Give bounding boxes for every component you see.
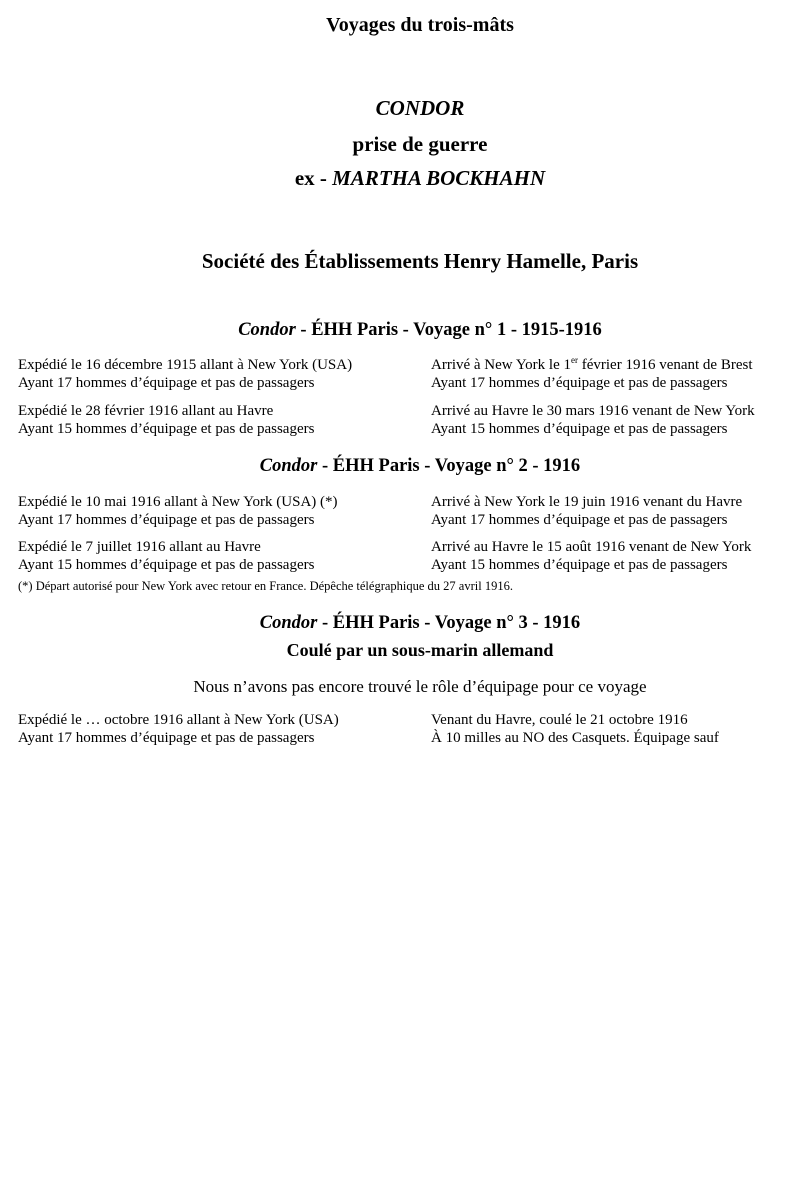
voyage-1-title xyxy=(0,320,800,341)
leg-line: Venant du Havre, coulé le 21 octobre 1916 xyxy=(431,712,688,728)
voyage-1-leg-1-arrival xyxy=(431,356,753,392)
voyage-3-ship: Condor xyxy=(259,613,318,633)
voyage-2-leg-2-arrival xyxy=(431,538,751,574)
voyage-3-departure xyxy=(18,711,339,747)
former-name xyxy=(0,166,800,191)
voyage-2-footnote: (*) Départ autorisé pour New York avec retour en France. Dépêche télégraphique du 27 avril 1916. xyxy=(18,579,513,593)
voyage-2-title-text: - ÉHH Paris - Voyage n° 2 - 1916 xyxy=(317,456,581,476)
voyage-2-leg-2-departure xyxy=(18,538,314,574)
leg-line: Ayant 17 hommes d’équipage et pas de passagers xyxy=(431,512,728,528)
leg-line: Ayant 17 hommes d’équipage et pas de passagers xyxy=(18,512,315,528)
ship-name: CONDOR xyxy=(375,96,465,120)
leg-line: Expédié le 16 décembre 1915 allant à New York (USA) xyxy=(18,357,353,373)
leg-line: Ayant 17 hommes d’équipage et pas de passagers xyxy=(18,375,315,391)
voyage-3-title xyxy=(0,613,800,634)
voyage-1-ship: Condor xyxy=(238,320,296,340)
voyage-2-leg-1-arrival xyxy=(431,493,742,529)
leg-line: Ayant 17 hommes d’équipage et pas de passagers xyxy=(18,730,315,746)
leg-line: Expédié le 7 juillet 1916 allant au Havre xyxy=(18,539,261,555)
voyage-2-leg-1-departure xyxy=(18,493,338,529)
voyage-1-title-text: - ÉHH Paris - Voyage n° 1 - 1915-1916 xyxy=(295,320,602,340)
prise-label: prise de guerre xyxy=(352,132,488,156)
leg-line: Expédié le … octobre 1916 allant à New York (USA) xyxy=(18,712,339,728)
leg-line: Ayant 15 hommes d’équipage et pas de passagers xyxy=(18,421,315,437)
document-title: Voyages du trois-mâts xyxy=(326,14,514,36)
leg-line: Expédié le 10 mai 1916 allant à New York (USA) (*) xyxy=(18,494,338,510)
voyage-3-subtitle: Coulé par un sous-marin allemand xyxy=(286,640,554,660)
ordinal-suffix: er xyxy=(570,355,578,365)
leg-line: Ayant 15 hommes d’équipage et pas de passagers xyxy=(18,557,315,573)
voyage-3-title-text: - ÉHH Paris - Voyage n° 3 - 1916 xyxy=(317,613,581,633)
voyage-2-ship: Condor xyxy=(259,456,318,476)
leg-line: Arrivé à New York le 19 juin 1916 venant du Havre xyxy=(431,494,743,510)
voyage-3-notice: Nous n’avons pas encore trouvé le rôle d’équipage pour ce voyage xyxy=(193,677,647,696)
voyage-2-title xyxy=(0,456,800,477)
leg-line: Ayant 17 hommes d’équipage et pas de passagers xyxy=(431,375,728,391)
leg-line: Ayant 15 hommes d’équipage et pas de passagers xyxy=(431,421,728,437)
former-name-value: MARTHA BOCKHAHN xyxy=(332,166,546,190)
voyage-3-sinking xyxy=(431,711,719,747)
voyage-1-leg-2-departure xyxy=(18,402,314,438)
leg-line: Arrivé au Havre le 30 mars 1916 venant de New York xyxy=(431,403,755,419)
leg-line: Expédié le 28 février 1916 allant au Havre xyxy=(18,403,274,419)
leg-line xyxy=(431,356,753,374)
former-name-prefix: ex - xyxy=(294,166,333,190)
owner-company: Société des Établissements Henry Hamelle, Paris xyxy=(201,249,639,273)
leg-text: février 1916 venant de Brest xyxy=(577,357,753,373)
leg-line: À 10 milles au NO des Casquets. Équipage sauf xyxy=(431,730,719,746)
voyage-1-leg-1-departure xyxy=(18,356,352,392)
leg-line: Arrivé au Havre le 15 août 1916 venant de New York xyxy=(431,539,752,555)
leg-line: Ayant 15 hommes d’équipage et pas de passagers xyxy=(431,557,728,573)
leg-text: Arrivé à New York le 1 xyxy=(431,357,571,373)
voyage-1-leg-2-arrival xyxy=(431,402,755,438)
